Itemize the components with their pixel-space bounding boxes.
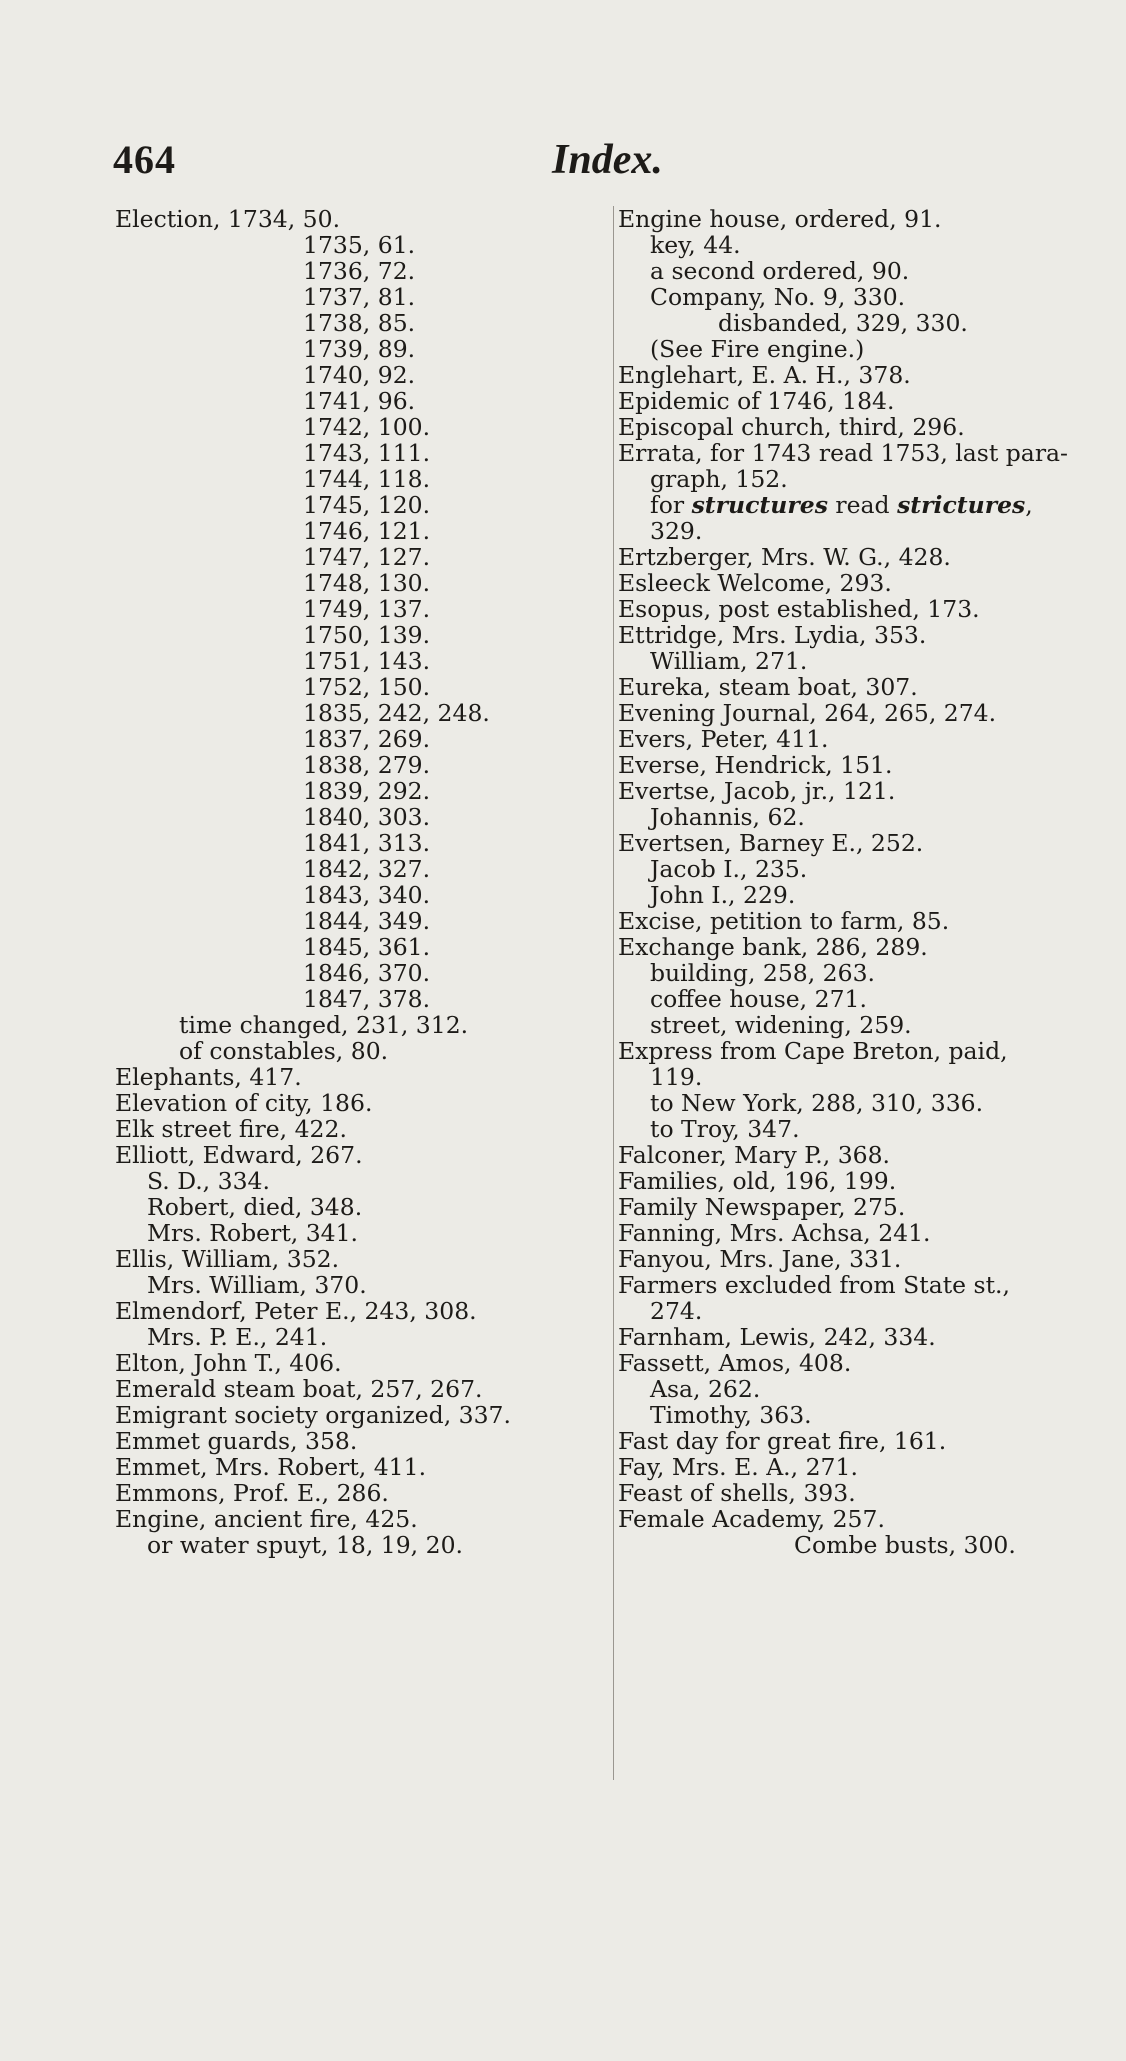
index-entry: 1740, 92.	[303, 361, 416, 389]
index-entry: 1838, 279.	[303, 751, 431, 779]
index-entry: 1745, 120.	[303, 491, 431, 519]
index-entry: 1736, 72.	[303, 257, 416, 285]
page-title: Index.	[552, 137, 663, 183]
index-entry: Feast of shells, 393.	[618, 1479, 856, 1507]
index-entry: (See Fire engine.)	[650, 335, 865, 363]
index-entry: Elk street fire, 422.	[115, 1115, 347, 1143]
index-entry: Ellis, William, 352.	[115, 1245, 340, 1273]
index-entry: Emmet, Mrs. Robert, 411.	[115, 1453, 427, 1481]
index-entry: Fay, Mrs. E. A., 271.	[618, 1453, 858, 1481]
index-entry: Falconer, Mary P., 368.	[618, 1141, 891, 1169]
index-entry: Timothy, 363.	[650, 1401, 812, 1429]
index-entry: Excise, petition to farm, 85.	[618, 907, 950, 935]
entry-text: read	[827, 491, 898, 519]
index-column-right	[613, 206, 1118, 1780]
index-entry: Ertzberger, Mrs. W. G., 428.	[618, 543, 951, 571]
index-entry: 1749, 137.	[303, 595, 431, 623]
index-entry: Family Newspaper, 275.	[618, 1193, 906, 1221]
index-column-left	[115, 206, 585, 1558]
index-entry: Episcopal church, third, 296.	[618, 413, 965, 441]
index-entry: 1841, 313.	[303, 829, 431, 857]
index-entry: Fanning, Mrs. Achsa, 241.	[618, 1219, 931, 1247]
index-entry: Engine house, ordered, 91.	[618, 205, 942, 233]
index-entry: 1752, 150.	[303, 673, 431, 701]
index-entry: Johannis, 62.	[650, 803, 805, 831]
index-entry: 1840, 303.	[303, 803, 431, 831]
entry-italic: strictures	[897, 491, 1026, 519]
index-entry: 1846, 370.	[303, 959, 431, 987]
page-number: 464	[113, 137, 176, 182]
index-entry: Farnham, Lewis, 242, 334.	[618, 1323, 936, 1351]
index-entry: 1844, 349.	[303, 907, 431, 935]
index-entry: Express from Cape Breton, paid,	[618, 1037, 1008, 1065]
index-entry: 1842, 327.	[303, 855, 431, 883]
index-entry: 329.	[650, 517, 703, 545]
index-entry: Jacob I., 235.	[650, 855, 808, 883]
index-entry: Emmons, Prof. E., 286.	[115, 1479, 389, 1507]
index-entry: 1748, 130.	[303, 569, 431, 597]
index-entry: Farmers excluded from State st.,	[618, 1271, 1010, 1299]
index-entry: 1739, 89.	[303, 335, 416, 363]
index-entry: Epidemic of 1746, 184.	[618, 387, 895, 415]
index-entry: Errata, for 1743 read 1753, last para-	[618, 439, 1068, 467]
entry-italic: structures	[691, 491, 828, 519]
index-entry: Asa, 262.	[650, 1375, 761, 1403]
index-entry: 274.	[650, 1297, 703, 1325]
index-entry: Everse, Hendrick, 151.	[618, 751, 893, 779]
index-entry: to New York, 288, 310, 336.	[650, 1089, 984, 1117]
index-entry: Company, No. 9, 330.	[650, 283, 906, 311]
index-entry: 1743, 111.	[303, 439, 431, 467]
index-entry: Elevation of city, 186.	[115, 1089, 373, 1117]
index-entry: Elton, John T., 406.	[115, 1349, 342, 1377]
index-entry: Evertsen, Barney E., 252.	[618, 829, 924, 857]
index-entry: Eureka, steam boat, 307.	[618, 673, 918, 701]
index-entry: Female Academy, 257.	[618, 1505, 885, 1533]
index-entry: 1747, 127.	[303, 543, 431, 571]
index-entry: coffee house, 271.	[650, 985, 867, 1013]
index-entry: Election, 1734, 50.	[115, 205, 341, 233]
index-entry: 1738, 85.	[303, 309, 416, 337]
index-entry: 1845, 361.	[303, 933, 431, 961]
index-entry: 1737, 81.	[303, 283, 416, 311]
index-entry: Englehart, E. A. H., 378.	[618, 361, 911, 389]
index-entry: Mrs. Robert, 341.	[147, 1219, 359, 1247]
index-entry: William, 271.	[650, 647, 808, 675]
index-entry: to Troy, 347.	[650, 1115, 800, 1143]
index-entry: Emigrant society organized, 337.	[115, 1401, 511, 1429]
index-entry: Elephants, 417.	[115, 1063, 302, 1091]
index-entry: Emerald steam boat, 257, 267.	[115, 1375, 483, 1403]
index-entry: time changed, 231, 312.	[179, 1011, 469, 1039]
index-entry: key, 44.	[650, 231, 741, 259]
index-entry: 1742, 100.	[303, 413, 431, 441]
index-entry: Esopus, post established, 173.	[618, 595, 980, 623]
index-entry: 1735, 61.	[303, 231, 416, 259]
index-entry: 1847, 378.	[303, 985, 431, 1013]
index-entry: Exchange bank, 286, 289.	[618, 933, 928, 961]
index-entry: 1746, 121.	[303, 517, 431, 545]
index-entry: 1744, 118.	[303, 465, 431, 493]
index-entry: Fassett, Amos, 408.	[618, 1349, 852, 1377]
index-entry: Evening Journal, 264, 265, 274.	[618, 699, 997, 727]
index-entry: 119.	[650, 1063, 703, 1091]
index-entry: 1741, 96.	[303, 387, 416, 415]
index-entry: Mrs. William, 370.	[147, 1271, 367, 1299]
entry-text: ,	[1025, 491, 1033, 519]
index-entry: Combe busts, 300.	[794, 1531, 1016, 1559]
index-entry: Elliott, Edward, 267.	[115, 1141, 363, 1169]
index-entry: 1843, 340.	[303, 881, 431, 909]
index-entry: or water spuyt, 18, 19, 20.	[147, 1531, 463, 1559]
index-entry: of constables, 80.	[179, 1037, 389, 1065]
index-entry: 1750, 139.	[303, 621, 431, 649]
index-entry: building, 258, 263.	[650, 959, 876, 987]
index-entry: 1835, 242, 248.	[303, 699, 490, 727]
index-entry: Engine, ancient fire, 425.	[115, 1505, 418, 1533]
index-entry: Emmet guards, 358.	[115, 1427, 358, 1455]
index-entry: Families, old, 196, 199.	[618, 1167, 897, 1195]
index-entry: Evertse, Jacob, jr., 121.	[618, 777, 896, 805]
index-entry: Fanyou, Mrs. Jane, 331.	[618, 1245, 902, 1273]
index-entry: disbanded, 329, 330.	[718, 309, 968, 337]
index-entry: 1837, 269.	[303, 725, 431, 753]
index-entry: Esleeck Welcome, 293.	[618, 569, 892, 597]
entry-text: for	[650, 491, 692, 519]
index-entry: 1839, 292.	[303, 777, 431, 805]
index-entry: Fast day for great fire, 161.	[618, 1427, 947, 1455]
index-entry: Evers, Peter, 411.	[618, 725, 829, 753]
index-entry: Ettridge, Mrs. Lydia, 353.	[618, 621, 927, 649]
index-entry: a second ordered, 90.	[650, 257, 910, 285]
index-entry: John I., 229.	[650, 881, 796, 909]
index-entry: graph, 152.	[650, 465, 788, 493]
index-entry: Elmendorf, Peter E., 243, 308.	[115, 1297, 477, 1325]
index-entry: street, widening, 259.	[650, 1011, 912, 1039]
index-entry	[618, 492, 1118, 518]
index-entry: Mrs. P. E., 241.	[147, 1323, 328, 1351]
index-entry: 1751, 143.	[303, 647, 431, 675]
index-entry: Robert, died, 348.	[147, 1193, 363, 1221]
index-entry: S. D., 334.	[147, 1167, 270, 1195]
